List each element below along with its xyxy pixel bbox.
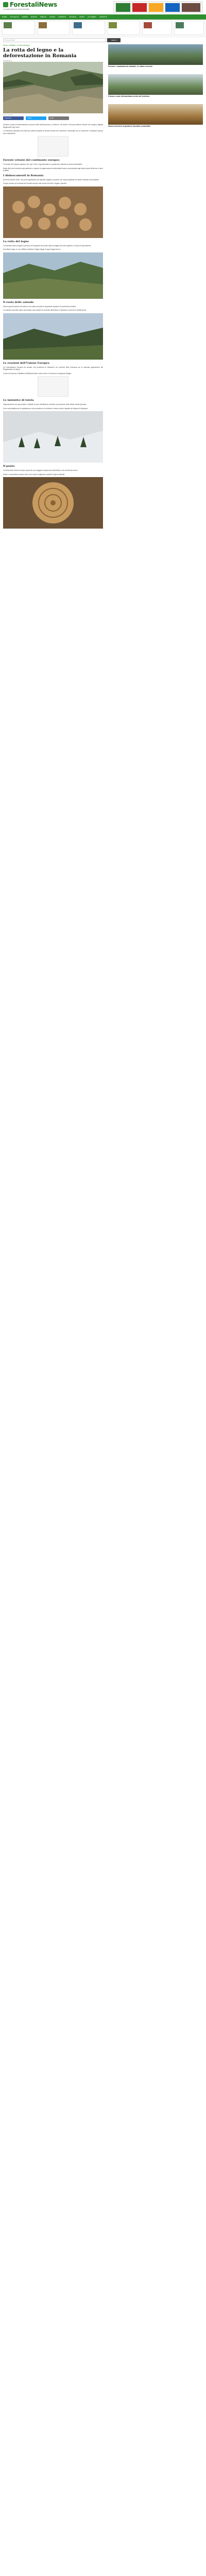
ad-image: [132, 3, 147, 12]
section-heading: Le iniziative di tutela: [3, 399, 34, 402]
article-paragraph: Il caso ha riacceso il dibattito sull'efficacia delle norme contro il commercio di legname illegale.: [3, 372, 72, 375]
article-paragraph: Le foreste dei Carpazi ospitano orsi, lupi e linci e rappresentano un patrimonio naturale di valore inestimabile.: [3, 163, 83, 165]
nav-item[interactable]: CHI SIAMO: [88, 16, 96, 18]
main-nav: [0, 14, 206, 20]
news-teaser[interactable]: [107, 21, 140, 35]
section-heading: La rotta del legno: [3, 240, 29, 243]
article-image: [3, 477, 103, 529]
sidebar-card-image: [108, 74, 203, 95]
ad-image: [165, 3, 180, 12]
article-paragraph: Una filiera lunga, in cui è difficile verificare l'origine legale di ogni singolo tronco.: [3, 248, 61, 250]
nav-item[interactable]: PARCHI: [40, 16, 46, 18]
section-heading: I disboscamenti in Romania: [3, 174, 44, 177]
share-email-button[interactable]: Email: [48, 116, 69, 120]
news-teaser[interactable]: [142, 21, 172, 35]
article-paragraph: La Commissione Europea ha avviato una procedura di infrazione nei confronti della Romania per la mancata applicazione del Regolamento sul legno.: [3, 366, 103, 370]
nav-item[interactable]: ALBERI: [22, 16, 28, 18]
nav-item[interactable]: LEGNO: [49, 16, 56, 18]
article-paragraph: La Romania custodisce una delle più estese superfici di foreste vetuste del continente, minacciate da un commercio di legname spesso poco trasparente.: [3, 130, 103, 134]
nav-item[interactable]: TECNICA: [69, 16, 77, 18]
sidebar-card[interactable]: [108, 44, 203, 71]
share-facebook-button[interactable]: Facebook: [3, 116, 24, 120]
nav-item[interactable]: VIDEO: [79, 16, 85, 18]
article-title: La rotta del legno e la deforestazione in Romania: [3, 47, 77, 59]
article-paragraph: Le aziende coinvolte hanno annunciato nuovi sistemi di controllo della filiera e l'adesione a schemi di certificazione.: [3, 309, 87, 311]
sidebar-card[interactable]: [108, 74, 203, 101]
article-image: [3, 187, 103, 238]
article-paragraph: Sono nate piattaforme di segnalazione che permettono di verificare in tempo reale la legalità dei trasporti di legname.: [3, 407, 88, 410]
article-image: [3, 313, 103, 360]
sidebar-card-title: Nuove tecniche di gestione forestale sostenibile: [108, 125, 151, 127]
header-banner-ad[interactable]: [113, 1, 203, 13]
hero-image: [3, 62, 103, 113]
sidebar-card-title: Il bosco come infrastruttura verde del territorio: [108, 95, 150, 97]
nav-item[interactable]: BOSCHI: [30, 16, 38, 18]
inline-ad[interactable]: [38, 376, 68, 397]
article-paragraph: Organizzazioni non governative e cittadini si sono mobilitati per chiedere la protezione delle ultime foreste primarie.: [3, 403, 87, 405]
news-thumbnail: [176, 22, 184, 28]
section-heading: Foreste vetuste del continente europeo: [3, 159, 60, 162]
site-logo-text: ForestaliNews: [10, 1, 57, 8]
sidebar-card[interactable]: [108, 104, 203, 131]
news-teaser[interactable]: [37, 21, 70, 35]
article-body: [3, 124, 103, 530]
article-paragraph: Negli ultimi anni inchieste giornalistiche e rapporti di organizzazioni ambientaliste hanno documentato tagli estesi anche all'interno di aree protette.: [3, 167, 103, 172]
nav-item[interactable]: FORESTE: [58, 16, 66, 18]
search-bar: [3, 38, 132, 42]
site-tagline: La rivista online sul mondo forestale: [3, 8, 29, 10]
leaf-icon: [3, 2, 8, 7]
article-paragraph: Le inchieste hanno seguito il percorso del legname dai boschi delle montagne fino alle segherie e ai porti di esportazione.: [3, 244, 92, 247]
nav-item[interactable]: CONTATTI: [99, 16, 108, 18]
article-paragraph: Quando si parla di deforestazione si pensa subito all'Amazzonia o al Borneo, ma anche in Europa esistono foreste che vengono tagliate illegalmente ogni anno.: [3, 124, 103, 128]
inline-ad[interactable]: [38, 136, 68, 157]
article-image: [3, 411, 103, 463]
breadcrumb[interactable]: Home > Attualità > La rotta del legno: [3, 44, 30, 46]
section-heading: Il ruolo delle aziende: [3, 300, 34, 304]
nav-item[interactable]: ATTUALITÀ: [10, 16, 19, 18]
section-heading: Il punto: [3, 465, 15, 468]
ad-image: [116, 3, 130, 12]
article-paragraph: Secondo diverse stime, una parte significativa del legname tagliato nel paese non risulta registrata nei sistemi ufficiali di tracciabilità.: [3, 178, 99, 181]
article-paragraph: Alcune grandi imprese del settore sono state accusate di acquistare legname di provenienza dubbia.: [3, 305, 76, 308]
search-input[interactable]: Cerca nel sito: [3, 38, 106, 42]
sidebar-card-title: Foreste e cambiamenti climatici: le ultime ricerche: [108, 65, 153, 67]
share-bar: [3, 116, 103, 121]
hero-caption: Foto di archivio: [3, 114, 13, 116]
news-teaser[interactable]: [2, 21, 35, 35]
news-strip: [0, 20, 206, 37]
section-heading: Le reazioni dell'Unione Europea: [3, 361, 49, 365]
site-logo[interactable]: [3, 1, 57, 8]
news-teaser[interactable]: [174, 21, 204, 35]
news-thumbnail: [4, 22, 12, 28]
search-button[interactable]: CERCA: [107, 38, 121, 42]
site-header: [0, 0, 206, 14]
news-thumbnail: [109, 22, 117, 28]
news-thumbnail: [144, 22, 152, 28]
article-paragraph: Il legno prende poi la strada dei mercati europei sotto forma di tronchi, segati e pannelli.: [3, 182, 67, 184]
article-paragraph: La tutela delle foreste europee passa da una maggiore trasparenza della filiera e da controlli più severi.: [3, 469, 78, 471]
news-thumbnail: [39, 22, 47, 28]
ad-image: [182, 3, 200, 12]
ad-image: [149, 3, 163, 12]
sidebar-card-image: [108, 44, 203, 65]
share-twitter-button[interactable]: Twitter: [26, 116, 46, 120]
article-image: [3, 252, 103, 299]
article-paragraph: Anche i consumatori possono fare la loro parte scegliendo prodotti in legno certificati.: [3, 473, 65, 476]
sidebar-card-image: [108, 104, 203, 125]
article-byline: di Redazione: [3, 60, 12, 62]
news-teaser[interactable]: [72, 21, 105, 35]
news-thumbnail: [74, 22, 82, 28]
nav-item[interactable]: HOME: [2, 16, 7, 18]
